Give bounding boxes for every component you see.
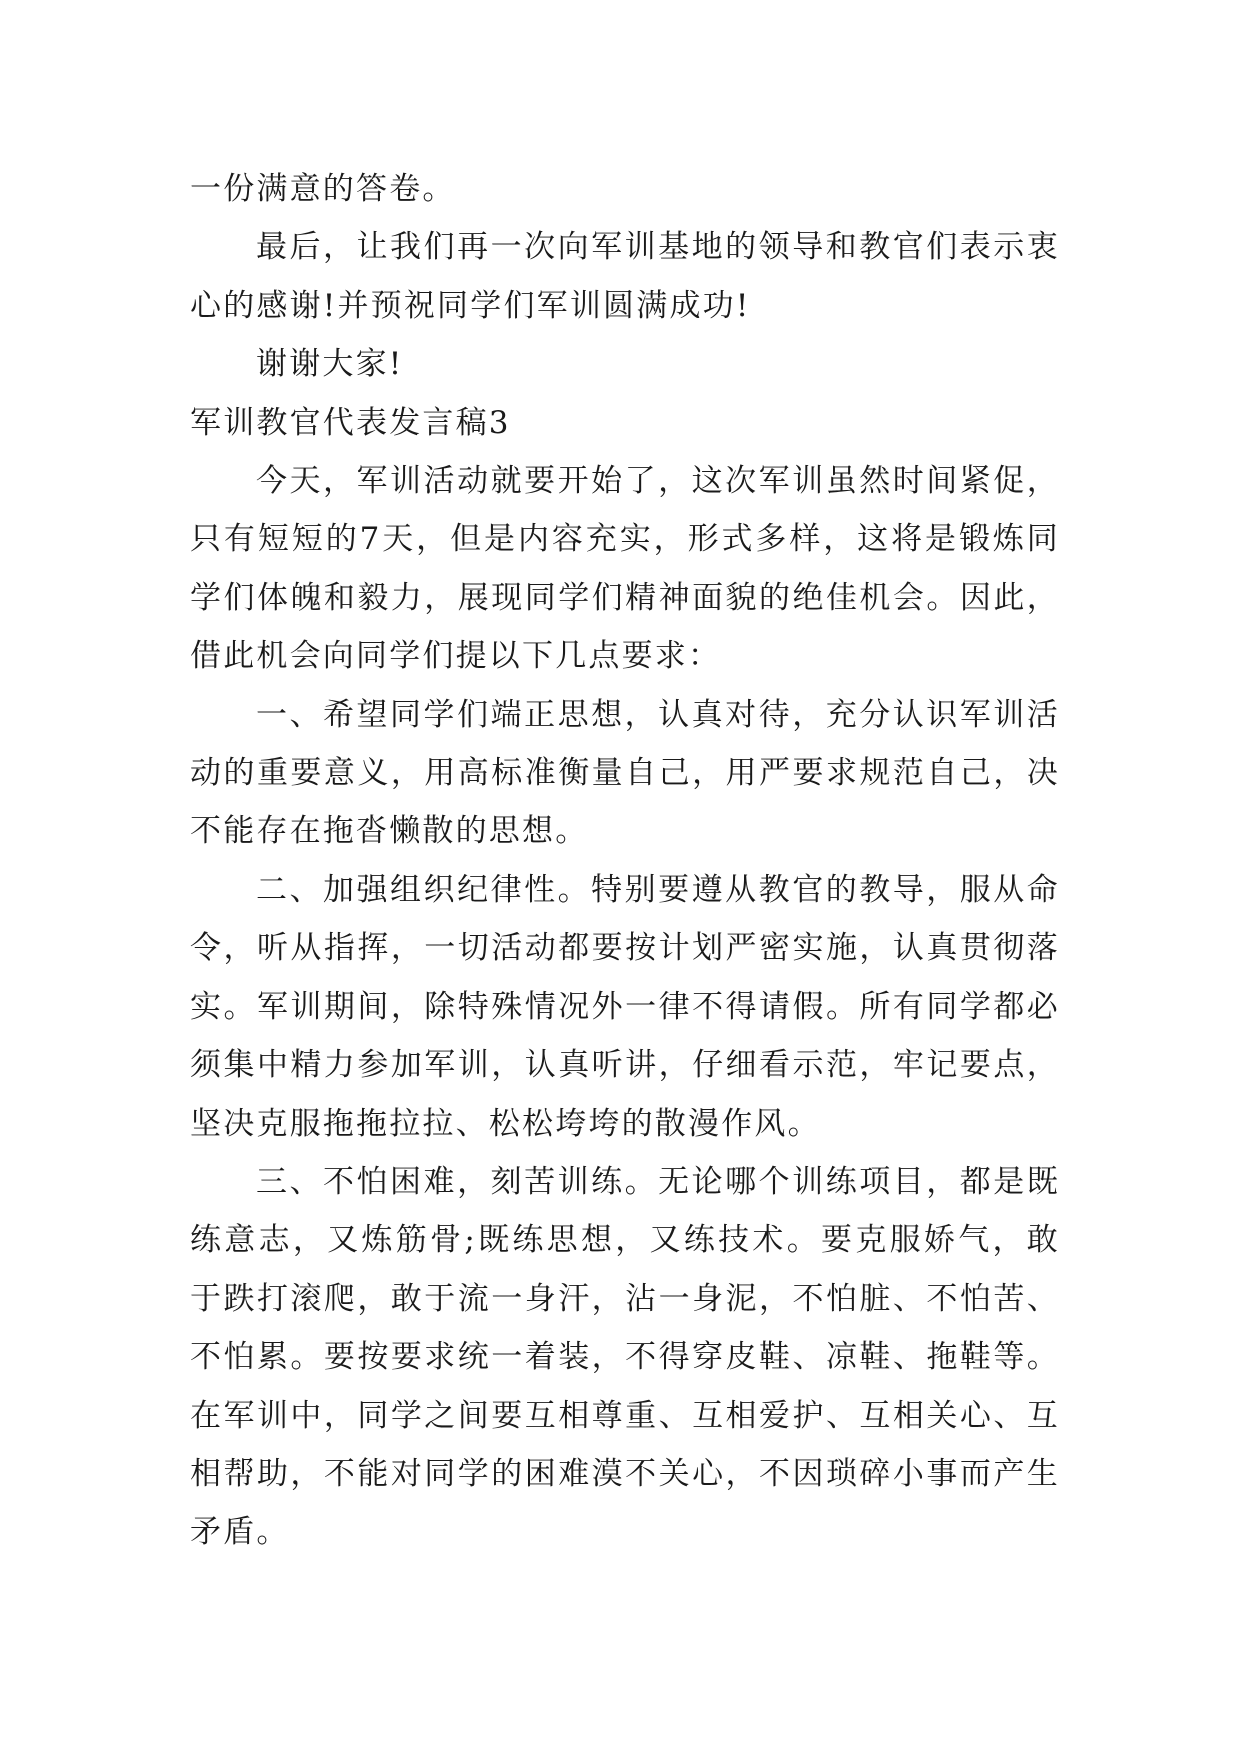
paragraph-requirement-2: 二、加强组织纪律性。特别要遵从教官的教导，服从命令，听从指挥，一切活动都要按计划严密实施，认真贯彻落实。军训期间，除特殊情况外一律不得请假。所有同学都必须集中精力参加军训，认真听讲，仔细看示范，牢记要点，坚决克服拖拖拉拉、松松垮垮的散漫作风。 [190,871,1060,1142]
document-body [190,160,1060,1562]
paragraph-requirement-3: 三、不怕困难，刻苦训练。无论哪个训练项目，都是既练意志，又炼筋骨;既练思想，又练技术。要克服娇气，敢于跌打滚爬，敢于流一身汗，沾一身泥，不怕脏、不怕苦、不怕累。要按要求统一着装，不得穿皮鞋、凉鞋、拖鞋等。在军训中，同学之间要互相尊重、互相爱护、互相关心、互相帮助，不能对同学的困难漠不关心，不因琐碎小事而产生矛盾。 [190,1163,1060,1551]
paragraph-thank-you: 谢谢大家! [256,346,404,383]
section-heading: 军训教官代表发言稿3 [190,404,511,441]
paragraph-continuation: 一份满意的答卷。 [190,171,456,207]
paragraph-intro: 今天，军训活动就要开始了，这次军训虽然时间紧促，只有短短的7天，但是内容充实，形式多样，这将是锻炼同学们体魄和毅力，展现同学们精神面貌的绝佳机会。因此，借此机会向同学们提以下几点要求： [190,463,1060,675]
paragraph-requirement-1: 一、希望同学们端正思想，认真对待，充分认识军训活动的重要意义，用高标准衡量自己，用严要求规范自己，决不能存在拖沓懒散的思想。 [190,696,1060,850]
paragraph-closing-thanks: 最后，让我们再一次向军训基地的领导和教官们表示衷心的感谢!并预祝同学们军训圆满成功! [190,229,1060,324]
